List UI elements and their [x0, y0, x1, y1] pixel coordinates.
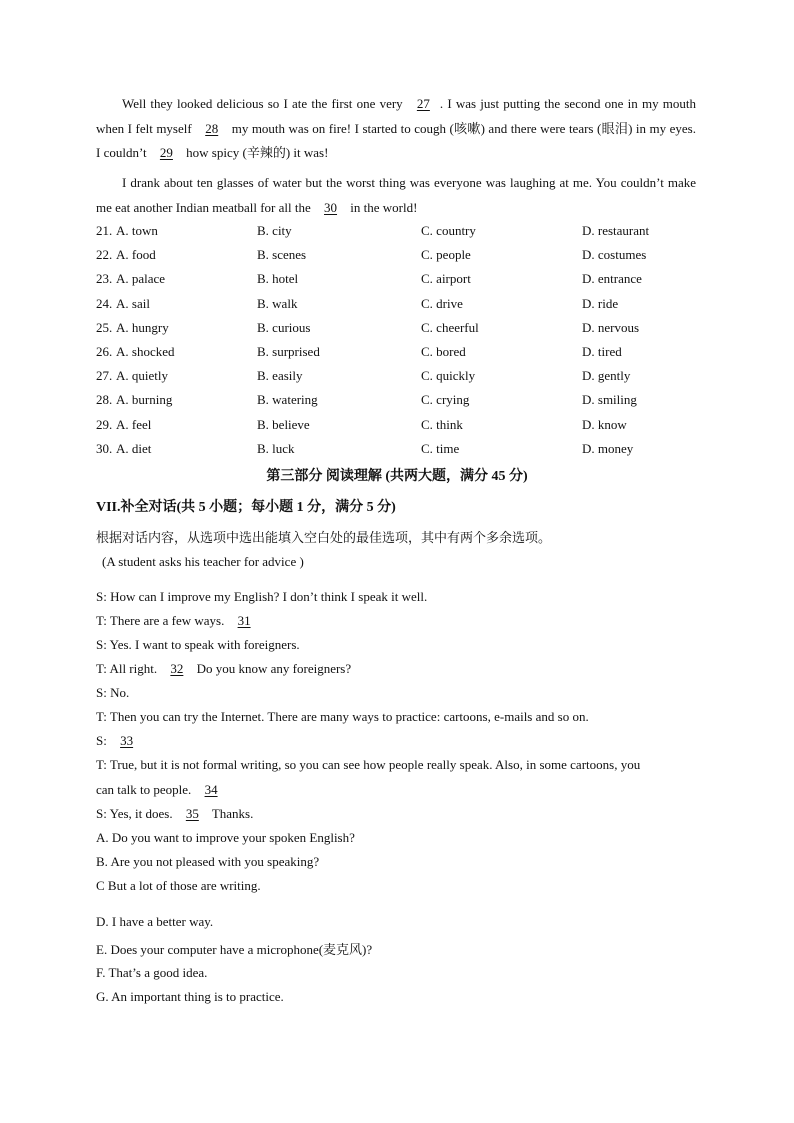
option-c[interactable]: C. quickly [421, 368, 476, 384]
option-d[interactable]: D. know [582, 416, 627, 432]
option-b[interactable]: B. walk [257, 295, 298, 311]
passage-text: in the world! [347, 199, 418, 215]
option-a[interactable]: A. diet [116, 440, 152, 456]
blank-34[interactable]: 34 [204, 782, 218, 797]
dialogue-line: S: No. [96, 685, 130, 700]
option-row [96, 340, 716, 364]
passage-text: my mouth was on fire! I started to cough (咳嗽) and there were tears (眼泪) in my eyes. I couldn’t [96, 120, 696, 160]
dialogue-line: T: True, but it is not formal writing, so you can see how people really speak. Also, in some cartoons, you [96, 757, 641, 772]
option-b[interactable]: B. believe [257, 416, 310, 432]
question-number: 23. [96, 271, 113, 287]
option-row [96, 292, 716, 316]
question-number: 27. [96, 368, 113, 384]
option-a[interactable]: A. quietly [116, 368, 168, 384]
option-a[interactable]: A. food [116, 247, 156, 263]
passage-paragraph-2 [96, 171, 696, 220]
question-number: 25. [96, 319, 113, 335]
option-d[interactable]: D. costumes [582, 247, 647, 263]
question-number: 22. [96, 247, 113, 263]
option-b[interactable]: B. easily [257, 368, 303, 384]
dialogue-text: S: Yes, it does. [96, 806, 176, 821]
option-d[interactable]: D. restaurant [582, 223, 650, 239]
option-a[interactable]: A. sail [116, 295, 150, 311]
option-c[interactable]: C. cheerful [421, 319, 479, 335]
question-number: 26. [96, 344, 113, 360]
dialogue-line: S: Yes. I want to speak with foreigners. [96, 637, 300, 652]
option-a[interactable]: A. palace [116, 271, 166, 287]
option-a[interactable]: A. town [116, 223, 158, 239]
question-number: 21. [96, 223, 113, 239]
blank-27[interactable]: 27 [416, 96, 430, 111]
blank-33[interactable]: 33 [120, 733, 134, 748]
dialogue-line [96, 661, 696, 677]
blank-28[interactable]: 28 [205, 120, 219, 136]
option-b[interactable]: B. hotel [257, 271, 299, 287]
question-number: 30. [96, 440, 113, 456]
question-number: 24. [96, 295, 113, 311]
dialogue-text: T: All right. [96, 661, 161, 676]
passage-text: how spicy (辛辣的) it was! [182, 145, 329, 160]
option-a[interactable]: A. burning [116, 392, 173, 408]
section-3-title: 第三部分 阅读理解 (共两大题，满分 45 分) [266, 469, 528, 484]
option-d[interactable]: D. entrance [582, 271, 642, 287]
passage-text: I drank about ten glasses of water but the worst thing was everyone was laughing at me. You couldn’t make me eat another Indian meatball for all the [96, 175, 696, 215]
dialogue-line [96, 733, 696, 749]
option-b[interactable]: B. curious [257, 319, 311, 335]
blank-29[interactable]: 29 [159, 145, 173, 160]
dialogue-line [96, 806, 696, 822]
option-c[interactable]: C. time [421, 440, 460, 456]
dialogue-text: Do you know any foreigners? [193, 661, 352, 676]
blank-31[interactable]: 31 [237, 613, 251, 628]
options-table [96, 219, 716, 461]
choice-e[interactable]: E. Does your computer have a microphone(麦克风)? [96, 942, 373, 957]
part-vii-instruction: 根据对话内容，从选项中选出能填入空白处的最佳选项，其中有两个多余选项。 [96, 530, 552, 545]
option-b[interactable]: B. surprised [257, 344, 320, 360]
dialogue-text: can talk to people. [96, 782, 195, 797]
option-row [96, 388, 716, 412]
option-row [96, 267, 716, 291]
option-d[interactable]: D. gently [582, 368, 631, 384]
passage-text: . I was just putting the second one in my mouth when I felt myself [96, 96, 696, 136]
option-d[interactable]: D. smiling [582, 392, 637, 408]
blank-30[interactable]: 30 [324, 199, 338, 215]
choice-f[interactable]: F. That’s a good idea. [96, 965, 208, 980]
option-d[interactable]: D. ride [582, 295, 619, 311]
blank-32[interactable]: 32 [170, 661, 184, 676]
passage-paragraph-1 [96, 92, 696, 166]
option-row [96, 364, 716, 388]
question-number: 28. [96, 392, 113, 408]
option-a[interactable]: A. hungry [116, 319, 169, 335]
option-c[interactable]: C. country [421, 223, 476, 239]
choice-c[interactable]: C But a lot of those are writing. [96, 878, 261, 893]
dialogue-line: T: Then you can try the Internet. There are many ways to practice: cartoons, e-mails and so on. [96, 709, 589, 724]
choice-b[interactable]: B. Are you not pleased with you speaking? [96, 854, 320, 869]
passage-text: Well they looked delicious so I ate the first one very [122, 96, 407, 111]
option-d[interactable]: D. tired [582, 344, 622, 360]
question-number: 29. [96, 416, 113, 432]
option-row [96, 219, 716, 243]
blank-35[interactable]: 35 [185, 806, 199, 821]
option-row [96, 243, 716, 267]
dialogue-text: Thanks. [208, 806, 254, 821]
option-c[interactable]: C. people [421, 247, 471, 263]
option-row [96, 437, 716, 461]
choice-d[interactable]: D. I have a better way. [96, 914, 214, 929]
option-c[interactable]: C. bored [421, 344, 466, 360]
option-c[interactable]: C. drive [421, 295, 463, 311]
dialogue-text: S: [96, 733, 111, 748]
option-b[interactable]: B. scenes [257, 247, 307, 263]
option-d[interactable]: D. nervous [582, 319, 640, 335]
option-a[interactable]: A. shocked [116, 344, 175, 360]
dialogue-line: S: How can I improve my English? I don’t think I speak it well. [96, 589, 428, 604]
option-d[interactable]: D. money [582, 440, 634, 456]
option-row [96, 316, 716, 340]
dialogue-line [96, 782, 696, 798]
dialogue-context: (A student asks his teacher for advice ) [102, 554, 304, 569]
option-c[interactable]: C. crying [421, 392, 470, 408]
dialogue-text: T: There are a few ways. [96, 613, 228, 628]
option-a[interactable]: A. feel [116, 416, 152, 432]
option-b[interactable]: B. luck [257, 440, 295, 456]
option-b[interactable]: B. watering [257, 392, 318, 408]
option-row [96, 413, 716, 437]
option-b[interactable]: B. city [257, 223, 292, 239]
part-vii-title: VII.补全对话(共 5 小题；每小题 1 分，满分 5 分) [96, 500, 396, 515]
dialogue-line [96, 613, 696, 629]
option-c[interactable]: C. airport [421, 271, 471, 287]
choice-a[interactable]: A. Do you want to improve your spoken English? [96, 830, 355, 845]
choice-g[interactable]: G. An important thing is to practice. [96, 989, 284, 1004]
option-c[interactable]: C. think [421, 416, 463, 432]
